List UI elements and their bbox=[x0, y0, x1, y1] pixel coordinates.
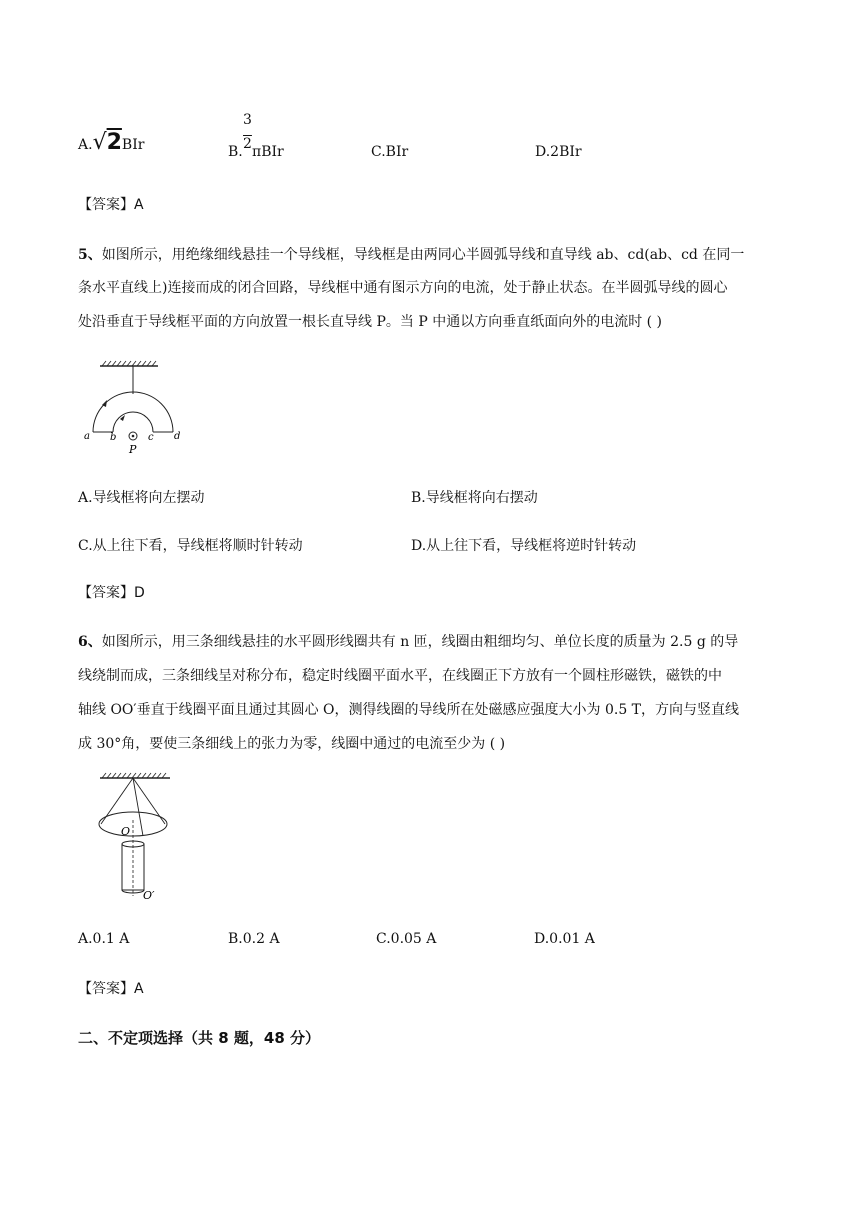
label-c: c bbox=[148, 432, 154, 443]
label-o: O bbox=[121, 825, 131, 838]
label-p: P bbox=[129, 443, 137, 456]
q4-option-b-suffix: πBIr bbox=[252, 144, 284, 160]
question-number: 6、 bbox=[78, 634, 102, 650]
answer-value: A bbox=[134, 197, 144, 213]
q5-text-1: 如图所示，用绝缘细线悬挂一个导线框，导线框是由两同心半圆弧导线和直导线 ab、cd(ab、cd 在同一 bbox=[101, 247, 745, 263]
q5-line-1 bbox=[78, 244, 783, 264]
q5-option-b: B.导线框将向右摆动 bbox=[411, 490, 538, 506]
q5-line-3: 处沿垂直于导线框平面的方向放置一根长直导线 P。当 P 中通以方向垂直纸面向外的电流时 ( ) bbox=[78, 314, 663, 330]
label-d: d bbox=[174, 431, 181, 442]
q6-answer bbox=[78, 978, 144, 998]
answer-label: 【答案】 bbox=[78, 981, 134, 997]
answer-label: 【答案】 bbox=[78, 585, 134, 601]
label-b: b bbox=[110, 432, 117, 443]
q4-option-c: C.BIr bbox=[371, 144, 409, 160]
q6-option-a: A.0.1 A bbox=[78, 931, 130, 947]
q5-line-2: 条水平直线上)连接而成的闭合回路，导线框中通有图示方向的电流，处于静止状态。在半圆弧导线的圆心 bbox=[78, 280, 728, 296]
q4-option-b bbox=[228, 112, 308, 162]
answer-value: A bbox=[134, 981, 144, 997]
q5-option-a: A.导线框将向左摆动 bbox=[78, 490, 205, 506]
q4-option-b-prefix: B. bbox=[228, 144, 243, 160]
q6-option-b: B.0.2 A bbox=[228, 931, 280, 947]
q5-figure bbox=[80, 356, 190, 456]
q4-option-a-prefix: A. bbox=[78, 137, 93, 153]
q5-option-d: D.从上往下看，导线框将逆时针转动 bbox=[411, 538, 637, 554]
q4-answer bbox=[78, 194, 144, 214]
question-number: 5、 bbox=[78, 247, 102, 263]
label-o-prime: O′ bbox=[143, 889, 155, 902]
q5-answer bbox=[78, 582, 145, 602]
q6-option-d: D.0.01 A bbox=[534, 931, 595, 947]
q4-option-b-numerator: 3 bbox=[243, 112, 252, 128]
q4-option-b-denominator: 2 bbox=[243, 136, 252, 152]
answer-value: D bbox=[134, 585, 145, 601]
q5-option-c: C.从上往下看，导线框将顺时针转动 bbox=[78, 538, 303, 554]
q6-line-2: 线绕制而成，三条细线呈对称分布，稳定时线圈平面水平，在线圈正下方放有一个圆柱形磁铁，磁铁的中 bbox=[78, 668, 722, 684]
q6-text-1: 如图所示，用三条细线悬挂的水平圆形线圈共有 n 匝，线圈由粗细均匀、单位长度的质量为 2.5 g 的导 bbox=[101, 634, 739, 650]
q6-line-4: 成 30°角，要使三条细线上的张力为零，线圈中通过的电流至少为 ( ) bbox=[78, 736, 506, 752]
section-heading: 二、不定项选择（共 8 题，48 分） bbox=[78, 1029, 320, 1047]
q6-figure bbox=[95, 772, 185, 902]
q4-option-a-radicand: 2 bbox=[106, 130, 122, 155]
label-a: a bbox=[84, 431, 90, 442]
q6-line-1 bbox=[78, 631, 783, 651]
q4-option-a-suffix: BIr bbox=[121, 137, 145, 153]
q6-option-c: C.0.05 A bbox=[376, 931, 437, 947]
q4-option-d: D.2BIr bbox=[535, 144, 582, 160]
answer-label: 【答案】 bbox=[78, 197, 134, 213]
q4-option-a bbox=[78, 130, 144, 155]
sqrt-symbol: √ bbox=[92, 130, 107, 155]
q6-line-3: 轴线 OO′垂直于线圈平面且通过其圆心 O，测得线圈的导线所在处磁感应强度大小为 0.5 T，方向与竖直线 bbox=[78, 702, 740, 718]
